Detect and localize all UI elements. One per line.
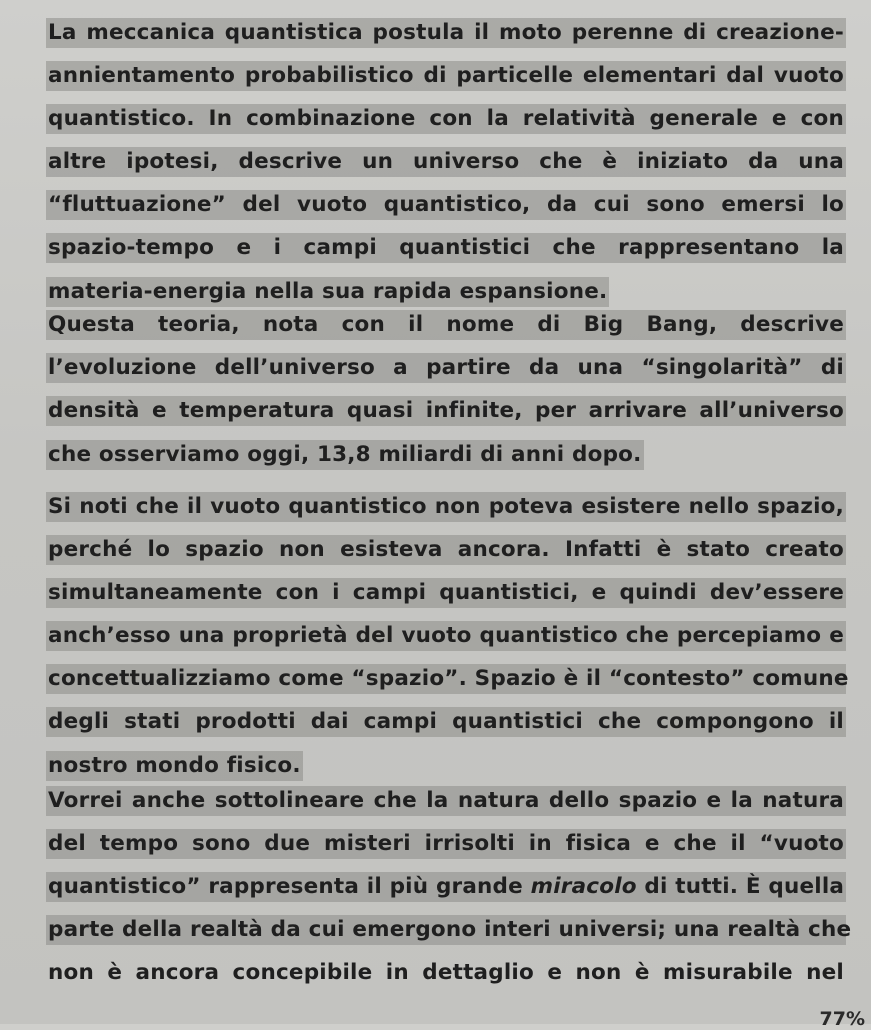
- paragraph-3: [46, 488, 849, 785]
- text-line: [46, 958, 846, 997]
- highlight[interactable]: Si noti che il vuoto quantistico non poteva esistere nello spazio,: [46, 492, 846, 522]
- text-line: [46, 353, 846, 392]
- highlight[interactable]: simultaneamente con i campi quantistici, e quindi dev’essere: [46, 578, 846, 608]
- highlight[interactable]: Vorrei anche sottolineare che la natura dello spazio e la natura: [46, 786, 846, 816]
- text-line: [46, 18, 846, 57]
- text-line: [46, 707, 846, 746]
- highlight[interactable]: nostro mondo fisico.: [46, 751, 303, 781]
- highlight[interactable]: concettualizziamo come “spazio”. Spazio è il “contesto” comune: [46, 664, 846, 694]
- highlight[interactable]: che osserviamo oggi, 13,8 miliardi di anni dopo.: [46, 440, 644, 470]
- highlight[interactable]: degli stati prodotti dai campi quantistici che compongono il: [46, 707, 846, 737]
- text-line: [46, 535, 846, 574]
- text-line: [46, 233, 846, 272]
- highlight[interactable]: del tempo sono due misteri irrisolti in fisica e che il “vuoto: [46, 829, 846, 859]
- text-line: [46, 435, 846, 474]
- reading-progress: 77%: [819, 1008, 865, 1030]
- text-line: [46, 147, 846, 186]
- highlight[interactable]: Questa teoria, nota con il nome di Big Bang, descrive: [46, 310, 846, 340]
- italic-word: miracolo: [530, 874, 637, 899]
- highlight[interactable]: “fluttuazione” del vuoto quantistico, da cui sono emersi lo: [46, 190, 846, 220]
- highlight[interactable]: quantistico. In combinazione con la relatività generale e con: [46, 104, 846, 134]
- highlight[interactable]: materia-energia nella sua rapida espansione.: [46, 277, 609, 307]
- highlight[interactable]: La meccanica quantistica postula il moto perenne di creazione-: [46, 18, 846, 48]
- text-line: [46, 746, 846, 785]
- text-line: [46, 872, 846, 911]
- highlight[interactable]: [46, 872, 846, 902]
- text-line: [46, 104, 846, 143]
- highlight[interactable]: perché lo spazio non esisteva ancora. Infatti è stato creato: [46, 535, 846, 565]
- text-line: [46, 664, 849, 703]
- highlight[interactable]: parte della realtà da cui emergono interi universi; una realtà che: [46, 915, 846, 945]
- highlight[interactable]: annientamento probabilistico di particelle elementari dal vuoto: [46, 61, 846, 91]
- text-line: [46, 786, 846, 825]
- highlight[interactable]: densità e temperatura quasi infinite, per arrivare all’universo: [46, 396, 846, 426]
- text-segment: di tutti. È quella: [636, 874, 845, 899]
- text-line: [46, 396, 846, 435]
- text-line: [46, 310, 846, 349]
- text-segment: quantistico” rappresenta il più grande: [48, 874, 531, 899]
- paragraph-2: [46, 306, 846, 474]
- text-line: [46, 190, 846, 229]
- text-line: [46, 578, 846, 617]
- highlight[interactable]: anch’esso una proprietà del vuoto quantistico che percepiamo e: [46, 621, 846, 651]
- highlight[interactable]: spazio-tempo e i campi quantistici che rappresentano la: [46, 233, 846, 263]
- text-line: [46, 492, 846, 531]
- paragraph-4: [46, 782, 852, 997]
- paragraph-1: [46, 14, 846, 311]
- highlight[interactable]: altre ipotesi, descrive un universo che è iniziato da una: [46, 147, 846, 177]
- text-line: [46, 915, 852, 954]
- text-line: [46, 61, 846, 100]
- text-line: [46, 621, 846, 660]
- text-line: [46, 829, 846, 868]
- highlight[interactable]: l’evoluzione dell’universo a partire da una “singolarità” di: [46, 353, 846, 383]
- text-unhighlighted[interactable]: non è ancora concepibile in dettaglio e non è misurabile nel: [48, 960, 844, 985]
